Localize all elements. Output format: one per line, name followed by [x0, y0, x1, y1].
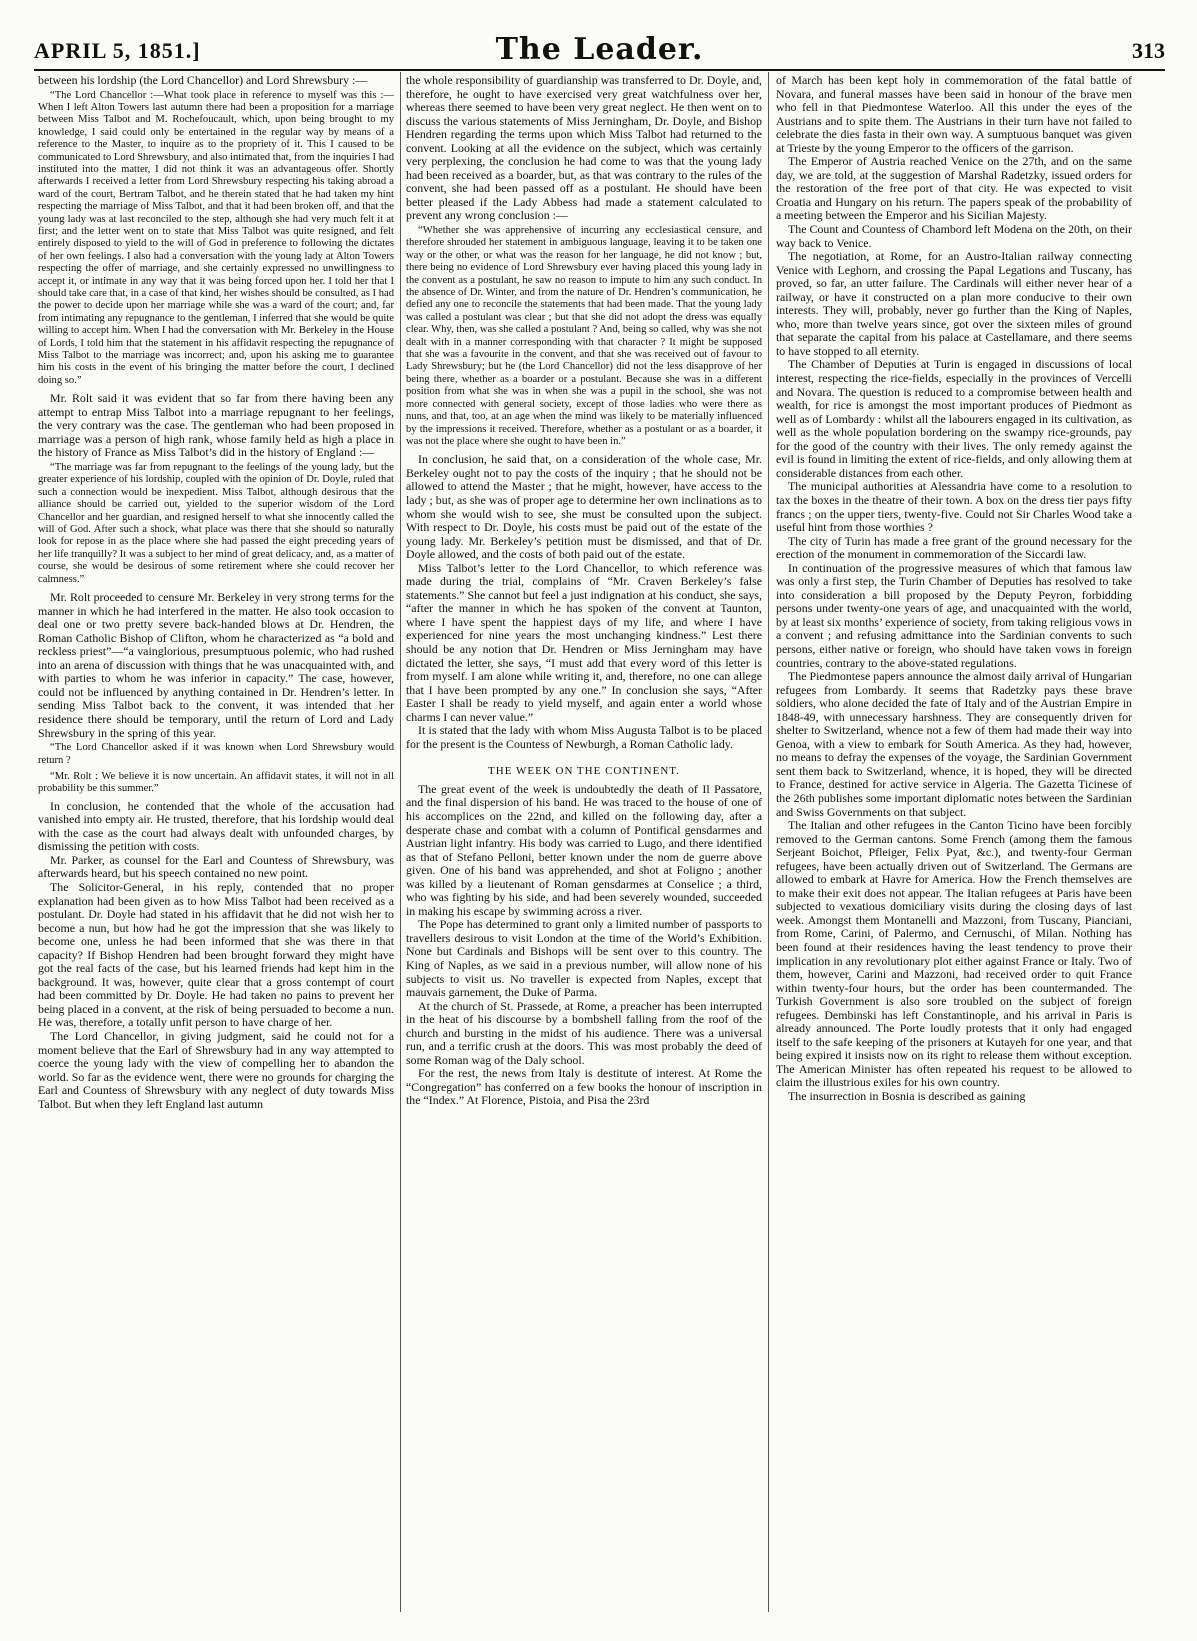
- article-paragraph: The Piedmontese papers announce the almost daily arrival of Hungarian refugees from Lombardy. It seems that Radetzky pays these brave soldiers, who alone decided the fate of Italy and of the Austrian Empire in 1848-49, with unnecessary harshness. They are consequently driven for shelter to Switzerland, whence not a few of them had made their way into Genoa, with a view to embark for South America. As they had, however, no means to defray the expenses of the voyage, the Sardinian Government sent them back to Switzerland, whence, it is hoped, they will be directed to France, destined for active service in Algeria. The Gazetta Ticinese of the 26th publishes some important diplomatic notes between the Sardinian and Swiss Governments on that subject.: [776, 669, 1132, 819]
- masthead-title: The Leader.: [495, 32, 704, 67]
- article-paragraph: For the rest, the news from Italy is destitute of interest. At Rome the “Congregation” has conferred on a few books the honour of inscription in the “Index.” At Florence, Pistoia, and Pisa the 23rd: [406, 1066, 762, 1108]
- article-paragraph: The Lord Chancellor, in giving judgment, said he could not for a moment believe that the Earl of Shrewsbury had in any way attempted to coerce the young lady with the view of compelling her to abandon the world. So far as the evidence went, there were no grounds for charging the Earl and Countess of Shrewsbury with any neglect of duty towards Miss Talbot. But when they left England last autumn: [38, 1029, 394, 1111]
- article-paragraph: In conclusion, he said that, on a consideration of the whole case, Mr. Berkeley ought not to pay the costs of the inquiry ; that he should not be allowed to attend the Master ; that he might, however, have access to the lady ; but, as she was of proper age to determine her own inclinations as to whom she would wish to see, she must be consulted upon the subject. With respect to Dr. Doyle, his costs must be paid out of the estate of the young lady. Mr. Berkeley’s petition must be dismissed, and that of Dr. Doyle allowed, and the costs of both paid out of the estate.: [406, 452, 762, 562]
- article-paragraph: The Chamber of Deputies at Turin is engaged in discussions of local interest, respecting the rice-fields, especially in the provinces of Vercelli and Novara. The question is reduced to a compromise between health and wealth, for rice is amongst the most important produces of Piedmont as well as of Lombardy : whilst all the labourers engaged in its cultivation, as well as the whole population bordering on the swampy rice-grounds, pay for the good of the country with their lives. The only remedy against the evil is found in limiting the extent of rice-fields, and only allowing them at considerable distances from each other.: [776, 357, 1132, 480]
- article-paragraph: The insurrection in Bosnia is described as gaining: [788, 1089, 1026, 1104]
- article-paragraph: the whole responsibility of guardianship was transferred to Dr. Doyle, and, therefore, he ought to have exercised very great watchfulness over her, whereas there seemed to have been very great neglect. He then went on to discuss the various statements of Miss Jerningham, Dr. Doyle, and Bishop Hendren regarding the terms upon which Miss Talbot had returned to the convent. Looking at all the evidence on the subject, which was certainly very perplexing, the conclusion he had come to was that the young lady had been received as a boarder, but, as that was contrary to the rules of the convent, she had been passed off as a postulant. He should have been better pleased if the Lady Abbess had made a statement calculated to prevent any wrong conclusion :—: [406, 74, 762, 223]
- article-paragraph: “Whether she was apprehensive of incurring any ecclesiastical censure, and therefore shrouded her statement in ambiguous language, leaving it to be taken one way or the other, or what was the reason for her language, he did not know ; but, there being no evidence of Lord Shrewsbury ever having placed this young lady in the convent as a postulant, he saw no reason to impute to him any such conduct. In the absence of Dr. Winter, and from the nature of Dr. Hendren’s communication, he defied any one to reconcile the statements that had been made. That the young lady was called a postulant was clear ; but that she did not adopt the dress was equally clear. Why, then, was she called a postulant ? And, being so called, why was she not dealt with in a manner corresponding with that character ? It might be supposed that she was a favourite in the convent, and that she was received out of favour to Lady Shrewsbury; but he (the Lord Chancellor) did not the less disapprove of her being there, whether as a boarder or a postulant. Because she was in a different position from what she was in when she was a pupil in the school, she was not more connected with general society, except of those ladies who were there as nuns, and that, too, at an age when the mind was likely to be materially influenced by the impressions it received. Therefore, whether as a postulant or as a boarder, it was not the place where she ought to have been in.”: [406, 225, 762, 447]
- article-paragraph: “The Lord Chancellor :—What took place in reference to myself was this :—When I left Alton Towers last autumn there had been a proposition for a marriage between Miss Talbot and M. Rochefoucault, which, upon being brought to my knowledge, I said could only be entertained in the regular way by means of a reference to the Master, to inquire as to the propriety of it. This I caused to be communicated to Lord Shrewsbury, and also intimated that, from the inquiries I had instituted into the matter, I did not think it was an advantageous offer. Shortly afterwards I received a letter from Lord Shrewsbury respecting his taking abroad a ward of the court, Bertram Talbot, and he therein stated that he had taken my hint respecting the marriage of Miss Talbot, and that it had been broken off, and that the young lady was at last reconciled to the step, although she had very much felt it at first; and the letter went on to state that Miss Talbot was quite resigned, and felt entirely disposed to yield to the will of God in preference to following the dictates of her own feelings. I also had a conversation with the young lady at Alton Towers respecting the offer of marriage, and she certainly expressed no unwillingness to accept it, or intimate in any way that it was being forced upon her. I told her that I should take care that, in a case of that kind, her wishes should be consulted, as I had the power to decide upon her marriage while she was a ward of the court; and, far from intimating any repugnance to the gentleman, I inferred that she would be quite willing to accept him. When I had the conversation with Mr. Berkeley in the House of Lords, I told him that the statement in his affidavit respecting the repugnance of Miss Talbot to the marriage was incorrect; and, upon his asking me to guarantee him his costs in the event of his bringing the matter before the court, I declined doing so.”: [38, 89, 394, 386]
- article-paragraph: The Solicitor-General, in his reply, contended that no proper explanation had been given as to how Miss Talbot had been received as a postulant. Dr. Doyle had stated in his affidavit that he did not wish her to become a nun, but how had he got the impression that she was likely to become one, unless he had been informed that she was there in that capacity? If Bishop Hendren had been brought forward they might have got the real facts of the case, but his learned friends had kept him in the background. It was, however, quite clear that a gross contempt of court had been committed by Dr. Doyle. He had taken no pains to prevent her being placed in a convent, at the risk of being persuaded to become a nun. He was, therefore, a totally unfit person to have charge of her.: [38, 880, 394, 1030]
- column-divider: [400, 72, 401, 1612]
- issue-date: APRIL 5, 1851.]: [34, 38, 201, 63]
- article-paragraph: The municipal authorities at Alessandria have come to a resolution to tax the boxes in the theatre of their town. A box on the dress tier pays fifty francs ; on the upper tiers, twenty-five. Could not Sir Charles Wood take a useful hint from those worthies ?: [776, 479, 1132, 535]
- article-paragraph: Mr. Rolt proceeded to censure Mr. Berkeley in very strong terms for the manner in which he had interfered in the matter. He also took occasion to deal one or two pretty severe back-handed blows at Dr. Hendren, the Roman Catholic Bishop of Clifton, whom he characterized as “a bold and reckless priest”—“a vainglorious, presumptuous polemic, who had rushed into an arena of discussion with things that he was unacquainted with, and with parties to whom he was inferior in capacity.” The case, however, could not be influenced by anything contained in Dr. Hendren’s letter. In sending Miss Talbot back to the convent, it was intended that her residence there should be temporary, until the return of Lord and Lady Shrewsbury in the spring of this year.: [38, 590, 394, 740]
- article-paragraph: Mr. Parker, as counsel for the Earl and Countess of Shrewsbury, was afterwards heard, but his speech contained no new point.: [38, 852, 394, 881]
- article-paragraph: The Emperor of Austria reached Venice on the 27th, and on the same day, we are told, at the suggestion of Marshal Radetzky, issued orders for the restoration of the free port of that city. He was expected to visit Croatia and Hungary on his return. The papers speak of the probability of a meeting between the Emperor and his Sicilian Majesty.: [776, 154, 1132, 223]
- article-paragraph: “The marriage was far from repugnant to the feelings of the young lady, but the greater experience of his lordship, coupled with the opinion of Dr. Doyle, ruled that such a connection would be inexpedient. Miss Talbot, although desirous that the alliance should be carried out, yielded to the superior wisdom of the Lord Chancellor and her guardian, and resigned herself to what she innocently called the will of God. After such a shock, what place was there that she should so naturally look for repose in as the place where she had passed the eight preceding years of her life tranquilly? It was a subject to her mind of great delicacy, and, as a matter of course, she would be desirous of some retirement where she could recover her calmness.”: [38, 462, 394, 585]
- page-number: 313: [1132, 38, 1165, 63]
- article-paragraph: The city of Turin has made a free grant of the ground necessary for the erection of the monument in commemoration of the Siccardi law.: [776, 533, 1132, 562]
- article-paragraph: The Count and Countess of Chambord left Modena on the 20th, on their way back to Venice.: [776, 222, 1132, 250]
- article-paragraph: In continuation of the progressive measures of which that famous law was only a first step, the Turin Chamber of Deputies has resolved to take into consideration a bill proposed by the Deputy Peyron, forbidding persons under twenty-one years of age, and unacquainted with the world, by at least six months’ experience of society, from taking religious vows in a convent ; and refusing admittance into the Sardinian convents to such persons, either native or foreign, who should have taken vows in foreign countries, contrary to the above-stated regulations.: [776, 560, 1132, 670]
- article-paragraph: At the church of St. Prassede, at Rome, a preacher has been interrupted in the heat of his discourse by a bombshell falling from the roof of the church and bursting in the midst of his audience. There was a universal run, and a terrific crush at the doors. This was most probably the deed of some Roman wag of the Daly school.: [406, 998, 762, 1067]
- text-column-2: [406, 74, 762, 1614]
- article-paragraph: The Pope has determined to grant only a limited number of passports to travellers desirous to visit London at the time of the World’s Exhibition. None but Cardinals and Bishops will be sent over to this country. The King of Naples, as we said in a previous number, will allow none of his subjects to visit us. No traveller is expected from Naples, except that mauvais garnement, the Duke of Parma.: [406, 917, 762, 1000]
- article-paragraph: Mr. Rolt said it was evident that so far from there having been any attempt to entrap Miss Talbot into a marriage repugnant to her feelings, the very contrary was the case. The gentleman who had been proposed in marriage was a person of high rank, whose family held as high a place in the history of France as Miss Talbot’s did in the history of England :—: [38, 391, 394, 460]
- article-paragraph: “The Lord Chancellor asked if it was known when Lord Shrewsbury would return ?: [38, 742, 394, 766]
- header-rule: [34, 69, 1165, 71]
- article-paragraph: “Mr. Rolt : We believe it is now uncertain. An affidavit states, it will not in all probability be this summer.”: [38, 770, 394, 795]
- article-paragraph: It is stated that the lady with whom Miss Augusta Talbot is to be placed for the present is the Countess of Newburgh, a Roman Catholic lady.: [406, 723, 762, 751]
- article-paragraph: The negotiation, at Rome, for an Austro-Italian railway connecting Venice with Leghorn, and crossing the Papal Legations and Tuscany, has proved, so far, an utter failure. The Cardinals will either never hear of a railway, or have it constructed on a plan more conducive to their own interests. They will, probably, never go further than the King of Naples, who, more than twelve years since, got over the sixteen miles of ground that separate the capital from his palace at Castellamare, and there seems to have stopped to all eternity.: [776, 249, 1132, 358]
- text-column-1: [38, 74, 394, 1614]
- article-paragraph: between his lordship (the Lord Chancellor) and Lord Shrewsbury :—: [38, 74, 368, 87]
- article-paragraph: The great event of the week is undoubtedly the death of Il Passatore, and the final dispersion of his band. He was traced to the house of one of his accomplices on the 22nd, and killed on the following day, after a desperate chase and combat with a column of Pontifical gensdarmes and Austrian light infantry. His body was carried to Lugo, and there identified as that of Stefano Pelloni, better known under the nom de guerre above given. One of his band was apprehended, and shot at Foligno ; another was killed by a lieutenant of Roman gensdarmes at Conselice ; a third, who was fighting by his side, and had been severely wounded, succeeded in making his escape by swimming across a river.: [406, 781, 762, 918]
- article-paragraph: of March has been kept holy in commemoration of the fatal battle of Novara, and funeral masses have been said in honour of the brave men who fell in that Piedmontese Waterloo. All this under the eyes of the Austrians and to spite them. The Austrians in their turn have not failed to celebrate the dies fasta in their own way. A sumptuous banquet was given at Trieste by the young Emperor to the officers of the garrison.: [776, 74, 1132, 155]
- text-column-3: [776, 74, 1132, 1614]
- column-divider: [768, 72, 769, 1612]
- section-heading: THE WEEK ON THE CONTINENT.: [488, 765, 680, 778]
- article-paragraph: In conclusion, he contended that the whole of the accusation had vanished into empty air. He trusted, therefore, that his lordship would deal with the case as the court had always dealt with unfounded charges, by dismissing the petition with costs.: [38, 798, 394, 854]
- article-paragraph: Miss Talbot’s letter to the Lord Chancellor, to which reference was made during the trial, complains of “Mr. Craven Berkeley’s false statements.” She cannot but feel a just indignation at his conduct, she says, “after the manner in which he has spoken of the convent at Taunton, where I have spent the happiest days of my life, and where I have experienced for nine years the most unchanging kindness.” Lest there should be any notion that Dr. Hendren or Miss Jerningham may have dictated the letter, she says, “I must add that every word of this letter is from myself. I am alone while writing it, and, therefore, no one can allege that I have been prompted by any one.” In conclusion she says, “After Easter I shall be ready to yield myself, and again enter a world whose charms I can never value.”: [406, 560, 762, 724]
- article-paragraph: The Italian and other refugees in the Canton Ticino have been forcibly removed to the German cantons. Some French (among them the famous Serjeant Boichot, Pfleiger, Felix Pyat, &c.), and twenty-four German refugees, have been actually driven out of Switzerland. The Germans are allowed to embark at Havre for America. How the French themselves are to make their exit does not appear. The Italian refugees at Paris have been subjected to vexatious domiciliary visits during the closing days of last week. Amongst them Montanelli and Mazzoni, from Tuscany, Pianciani, from Rome, Carini, of Palermo, and Cernuschi, of Milan. Nothing has been found at their residences having the least tendency to prove their implication in any revolutionary plot either against France or Italy. Two of them, however, Carini and Mazzoni, had received order to quit France within twenty-four hours, but the order has been countermanded. The Turkish Government is also sore troubled on the subject of foreign refugees. Dembinski has left Constantinople, and his arrival in Paris is already announced. The Porte loudly protests that it only had engaged itself to the safe keeping of the prisoners at Kutayeh for one year, and that being expired it insists now on its right to release them without exception. The American Minister has often repeated his request to be allowed to claim the illustrious exiles for his own country.: [776, 818, 1132, 1090]
- page-header: [34, 32, 1165, 78]
